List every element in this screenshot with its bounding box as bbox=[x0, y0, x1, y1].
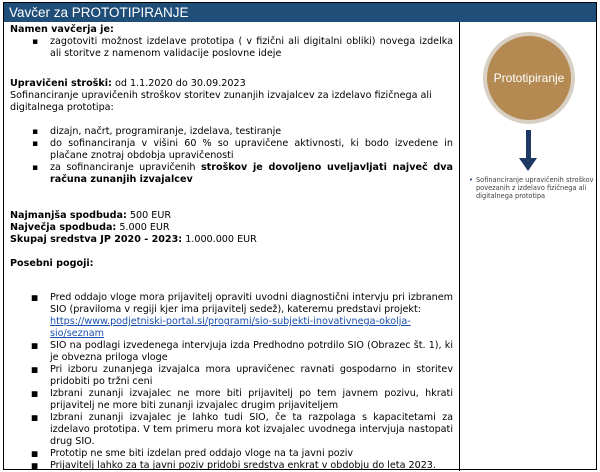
condition-text: Pred oddajo vloge mora prijavitelj opraviti uvodni diagnostični intervju pri izbranem SIO (praviloma v regiji kjer ima prijavitelj sedež), kateremu predstavi projekt: bbox=[50, 292, 453, 315]
costs-period: od 1.1.2020 do 30.09.2023 bbox=[114, 78, 246, 89]
list-item: ■ Izbrani zunanji izvajalec je lahko tudi SIO, če ta razpolaga s kapacitetami za izdelavo prototipa. V tem primeru mora kot izvajalec uvodnega intervjuja nastopati drug SIO. bbox=[10, 412, 453, 448]
conditions-heading: Posebni pogoji: bbox=[10, 258, 94, 269]
total-amount bbox=[10, 234, 453, 246]
conditions-list bbox=[10, 292, 453, 472]
min-amount-value: 500 EUR bbox=[129, 210, 172, 221]
list-item bbox=[10, 292, 453, 340]
costs-description: Sofinanciranje upravičenih stroškov storitev zunanjih izvajalcev za izdelavo fizičnega ali digitalnega prototipa: bbox=[10, 90, 432, 113]
list-item: ■ SIO na podlagi izvedenega intervjuja izda Predhodno potrdilo SIO (Obrazec št. 1), ki je obvezna priloga vloge bbox=[10, 340, 453, 364]
list-item: ■ Pri izboru zunanjega izvajalca mora upravičenec ravnati gospodarno in storitev pridobiti po tržni ceni bbox=[10, 364, 453, 388]
list-item: ■ Prijavitelj lahko za ta javni poziv pridobi sredstva enkrat v obdobju do leta 2023. bbox=[10, 460, 453, 472]
prototype-circle bbox=[483, 32, 575, 124]
list-item: ■ Izbrani zunanji izvajalec ne more biti prijavitelj po tem javnem pozivu, hkrati prijavitelj ne more biti zunanji izvajalec drugim prijaviteljem bbox=[10, 388, 453, 412]
list-item: ▪ zagotoviti možnost izdelave prototipa ( v fizični ali digitalni obliki) novega izdelka ali storitve z namenom validacije poslovne ideje bbox=[10, 36, 453, 60]
page-title: Vavčer za PROTOTIPIRANJE bbox=[4, 3, 596, 22]
list-item: ■ Prototip ne sme biti izdelan pred oddajo vloge na ta javni poziv bbox=[10, 448, 453, 460]
sio-list-link[interactable]: https://www.podjetniski-portal.si/programi/sio-subjekti-inovativnega-okolja-sio/seznam bbox=[50, 316, 411, 339]
list-item: ▪ do sofinanciranja v višini 60 % so upravičene aktivnosti, ki bodo izvedene in plačane znotraj obdobja upravičenosti bbox=[10, 138, 453, 162]
list-item bbox=[10, 162, 453, 186]
max-amount bbox=[10, 222, 453, 234]
circle-label: Prototipiranje bbox=[493, 71, 565, 85]
costs-line bbox=[10, 78, 453, 90]
down-arrow-icon bbox=[526, 130, 531, 160]
voucher-card bbox=[3, 2, 597, 470]
costs-item3-bold: stroškov je dovoljeno uveljavljati največ dva računa zunanjih izvajalcev bbox=[50, 162, 453, 185]
costs-heading: Upravičeni stroški: bbox=[10, 78, 112, 89]
main-content bbox=[10, 24, 453, 472]
sidebar-note: • Sofinanciranje upravičenih stroškov povezanih z izdelavo fizičnega ali digitalnega prototipa bbox=[469, 176, 597, 201]
min-amount bbox=[10, 210, 453, 222]
total-amount-value: 1.000.000 EUR bbox=[185, 234, 257, 245]
max-amount-label: Največja spodbuda: bbox=[10, 222, 117, 233]
column-divider bbox=[459, 22, 460, 471]
total-amount-label: Skupaj sredstva JP 2020 - 2023: bbox=[10, 234, 183, 245]
list-item: ▪ dizajn, načrt, programiranje, izdelava, testiranje bbox=[10, 126, 453, 138]
min-amount-label: Najmanjša spodbuda: bbox=[10, 210, 127, 221]
purpose-heading: Namen vavčerja je: bbox=[10, 24, 114, 35]
arrow-head-icon bbox=[519, 158, 537, 171]
costs-item3-prefix: za sofinanciranje upravičenih bbox=[50, 162, 201, 173]
sidebar bbox=[461, 22, 600, 222]
costs-list bbox=[10, 126, 453, 186]
purpose-list bbox=[10, 36, 453, 60]
max-amount-value: 5.000 EUR bbox=[119, 222, 170, 233]
